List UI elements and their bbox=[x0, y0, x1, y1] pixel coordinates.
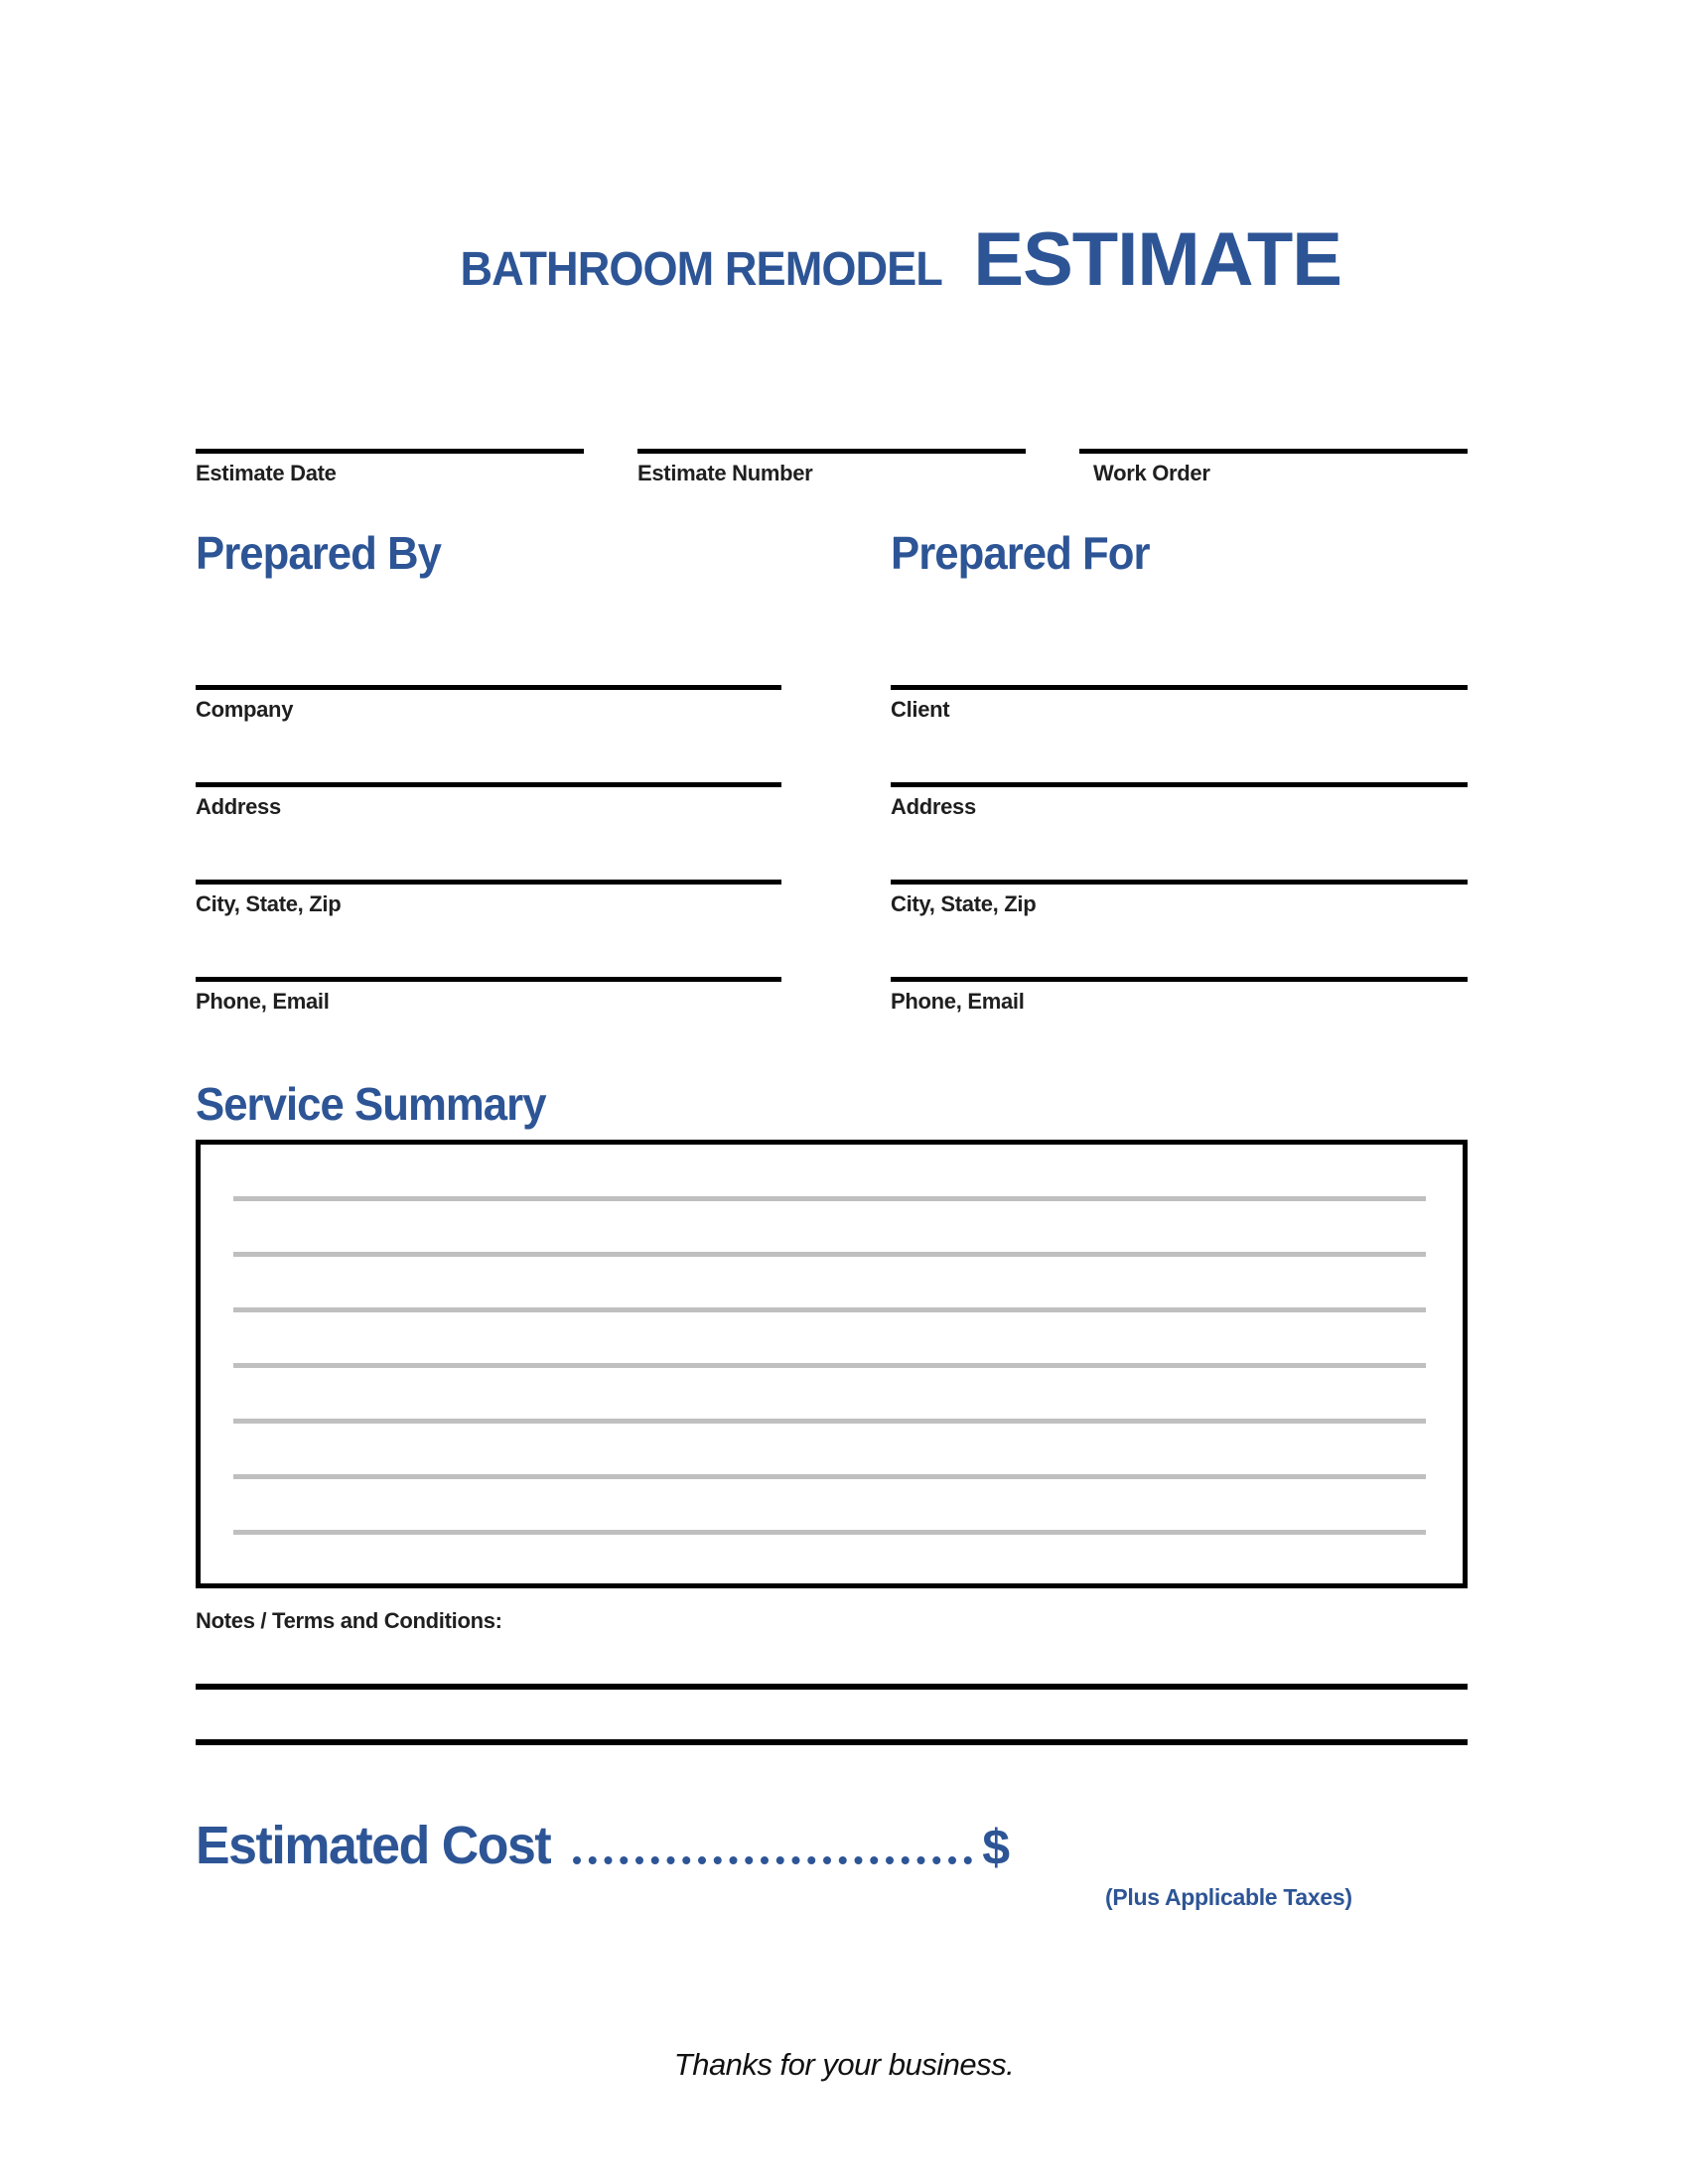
client-label: Client bbox=[891, 697, 950, 722]
by-phone-email-input[interactable] bbox=[196, 931, 781, 982]
tax-note: (Plus Applicable Taxes) bbox=[1105, 1884, 1352, 1910]
meta-fields-row bbox=[196, 404, 1468, 486]
by-address-field bbox=[196, 737, 781, 820]
for-phone-email-label: Phone, Email bbox=[891, 989, 1025, 1014]
notes-write-line-1[interactable] bbox=[196, 1634, 1468, 1690]
by-address-label: Address bbox=[196, 794, 281, 819]
work-order-label: Work Order bbox=[1093, 461, 1210, 485]
estimated-cost-label: Estimated Cost bbox=[196, 1816, 551, 1875]
prepared-columns bbox=[196, 526, 1468, 1015]
for-address-input[interactable] bbox=[891, 737, 1468, 787]
by-address-input[interactable] bbox=[196, 737, 781, 787]
estimate-number-input[interactable] bbox=[637, 404, 1026, 454]
prepared-by-heading: Prepared By bbox=[196, 527, 442, 579]
currency-symbol: $ bbox=[982, 1820, 1010, 1875]
for-address-field bbox=[891, 737, 1468, 820]
service-summary-heading: Service Summary bbox=[196, 1078, 546, 1130]
estimate-date-label: Estimate Date bbox=[196, 461, 337, 485]
company-label: Company bbox=[196, 697, 294, 722]
by-phone-email-field bbox=[196, 931, 781, 1015]
by-phone-email-label: Phone, Email bbox=[196, 989, 330, 1014]
prepared-by-section bbox=[196, 526, 781, 1015]
summary-ruled-line bbox=[233, 1363, 1426, 1368]
notes-write-line-2[interactable] bbox=[196, 1690, 1468, 1745]
by-city-state-zip-input[interactable] bbox=[196, 834, 781, 885]
summary-ruled-line bbox=[233, 1196, 1426, 1201]
dotted-leader bbox=[573, 1856, 972, 1864]
prepared-for-section bbox=[891, 526, 1468, 1015]
company-field bbox=[196, 639, 781, 723]
for-phone-email-field bbox=[891, 931, 1468, 1015]
column-gap bbox=[781, 526, 891, 1015]
summary-ruled-line bbox=[233, 1530, 1426, 1535]
summary-ruled-line bbox=[233, 1252, 1426, 1257]
client-input[interactable] bbox=[891, 639, 1468, 690]
estimate-number-label: Estimate Number bbox=[637, 461, 813, 485]
client-field bbox=[891, 639, 1468, 723]
service-summary-section bbox=[196, 1077, 1468, 1131]
for-city-state-zip-label: City, State, Zip bbox=[891, 891, 1037, 916]
document-title bbox=[257, 0, 1529, 303]
by-city-state-zip-field bbox=[196, 834, 781, 917]
by-city-state-zip-label: City, State, Zip bbox=[196, 891, 342, 916]
estimate-date-field bbox=[196, 404, 584, 486]
footer-message: Thanks for your business. bbox=[673, 2047, 1015, 2082]
company-input[interactable] bbox=[196, 639, 781, 690]
for-city-state-zip-input[interactable] bbox=[891, 834, 1468, 885]
for-city-state-zip-field bbox=[891, 834, 1468, 917]
title-part-small: BATHROOM REMODEL bbox=[460, 243, 942, 296]
service-summary-box[interactable] bbox=[196, 1140, 1468, 1588]
work-order-input[interactable] bbox=[1079, 404, 1468, 454]
work-order-field bbox=[1079, 404, 1468, 486]
summary-ruled-line bbox=[233, 1474, 1426, 1479]
estimated-cost-input[interactable] bbox=[1010, 1821, 1129, 1874]
estimated-cost-row bbox=[196, 1817, 1129, 1874]
title-part-large: ESTIMATE bbox=[973, 217, 1341, 302]
estimate-date-input[interactable] bbox=[196, 404, 584, 454]
for-address-label: Address bbox=[891, 794, 976, 819]
summary-ruled-line bbox=[233, 1307, 1426, 1312]
notes-terms-label: Notes / Terms and Conditions: bbox=[196, 1608, 502, 1633]
summary-ruled-line bbox=[233, 1419, 1426, 1424]
prepared-for-heading: Prepared For bbox=[891, 527, 1150, 579]
estimate-number-field bbox=[637, 404, 1026, 486]
for-phone-email-input[interactable] bbox=[891, 931, 1468, 982]
